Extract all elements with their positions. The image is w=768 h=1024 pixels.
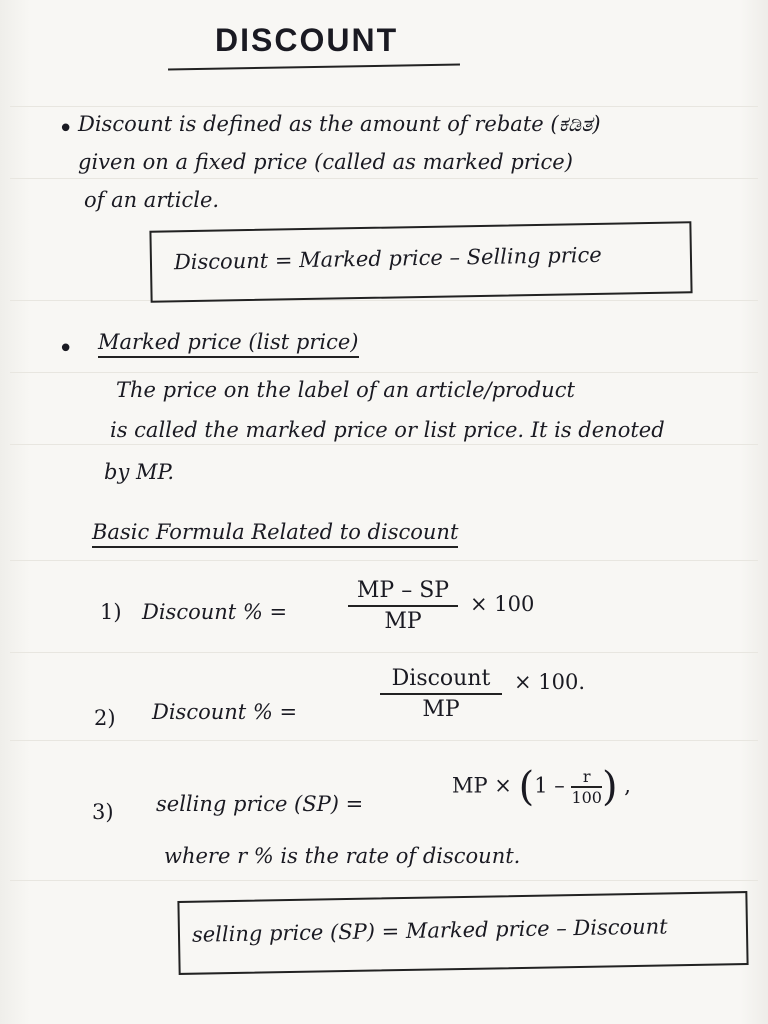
final-formula: selling price (SP) = Marked price – Discount <box>191 914 668 947</box>
formula-3-mp: MP × <box>452 773 512 798</box>
bullet-icon: • <box>58 114 74 144</box>
definition-line-2: given on a fixed price (called as marked price) <box>78 150 573 174</box>
marked-price-line-3: by MP. <box>104 460 175 484</box>
marked-price-line-2: is called the marked price or list price. It is denoted <box>110 418 665 442</box>
open-paren: ( <box>518 764 535 810</box>
formula-2-denominator: MP <box>422 697 460 722</box>
discount-formula-box <box>149 221 692 302</box>
close-paren: ) <box>601 764 618 810</box>
formula-2-rhs: × 100. <box>514 670 586 694</box>
marked-price-line-1: The price on the label of an article/product <box>116 378 575 402</box>
formula-3-number: 3) <box>92 800 114 824</box>
discount-formula: Discount = Marked price – Selling price <box>173 242 602 275</box>
page-title: DISCOUNT <box>215 22 399 58</box>
bullet-icon: • <box>58 334 74 364</box>
formula-3-rhs <box>452 764 631 810</box>
formula-2-fraction <box>380 666 502 722</box>
formula-1-denominator: MP <box>384 609 422 634</box>
final-formula-box <box>177 891 748 975</box>
where-line: where r % is the rate of discount. <box>164 844 521 868</box>
formula-1-fraction <box>348 578 458 634</box>
definition-line-1: Discount is defined as the amount of rebate (ಕಡಿತ) <box>78 112 601 136</box>
formula-3-tail: , <box>624 773 631 798</box>
title-underline <box>168 63 460 70</box>
formula-2-lhs: Discount % = <box>152 700 298 724</box>
fraction-bar <box>348 605 458 607</box>
formula-3-rate-fraction <box>571 767 602 807</box>
basic-formula-heading: Basic Formula Related to discount <box>92 520 458 548</box>
formula-3-one-minus: 1 – <box>534 773 565 798</box>
formula-3-lhs: selling price (SP) = <box>156 792 364 816</box>
formula-2-number: 2) <box>94 706 116 730</box>
formula-3-hundred: 100 <box>571 787 602 807</box>
formula-1-numerator: MP – SP <box>356 578 450 603</box>
definition-line-3: of an article. <box>84 188 220 212</box>
formula-1-lhs: Discount % = <box>142 600 288 624</box>
formula-1-rhs: × 100 <box>470 592 535 616</box>
fraction-bar <box>380 693 502 695</box>
formula-2-numerator: Discount <box>391 666 491 691</box>
formula-3-r: r <box>582 767 591 787</box>
formula-1-number: 1) <box>100 600 122 624</box>
marked-price-heading: Marked price (list price) <box>98 330 359 358</box>
